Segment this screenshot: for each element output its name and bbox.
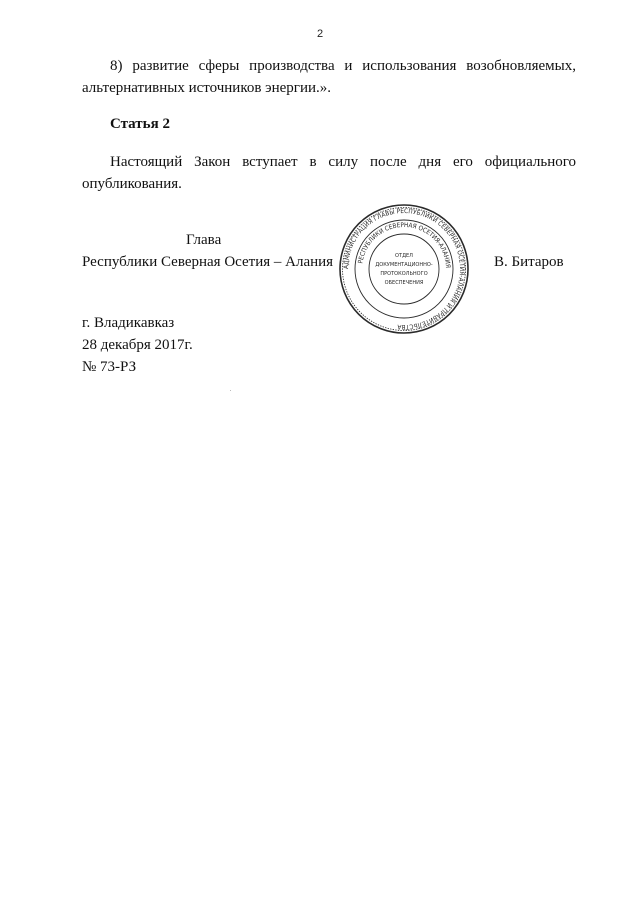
seal-center-line-1: ОТДЕЛ [395, 253, 413, 259]
signatory-position: Республики Северная Осетия – Алания [82, 254, 334, 270]
signatory-title: Глава [186, 232, 222, 248]
seal-inner-text: РЕСПУБЛИКИ СЕВЕРНАЯ ОСЕТИЯ-АЛАНИЯ [356, 220, 453, 269]
seal-center-line-3: ПРОТОКОЛЬНОГО [380, 271, 428, 277]
signing-date: 28 декабря 2017г. [82, 337, 193, 353]
article-title: Статья 2 [110, 116, 170, 132]
article-paragraph [82, 151, 576, 195]
seal-center-line-4: ОБЕСПЕЧЕНИЯ [384, 280, 424, 286]
seal-outer-text: АДМИНИСТРАЦИЯ ГЛАВЫ РЕСПУБЛИКИ СЕВЕРНАЯ ОСЕТИЯ-АЛАНИЯ И ПРАВИТЕЛЬСТВА [341, 206, 467, 332]
official-seal [338, 203, 470, 335]
seal-inner-ring [369, 234, 439, 304]
seal-center-line-2: ДОКУМЕНТАЦИОННО- [375, 262, 433, 268]
seal-graphic [338, 203, 470, 335]
seal-outer-ring [340, 205, 468, 333]
law-number: № 73-РЗ [82, 359, 137, 375]
article-second-line: опубликования. [82, 176, 182, 192]
signatory-name: В. Битаров [494, 254, 564, 270]
signing-place: г. Владикавказ [82, 315, 175, 331]
item-8-first-line: 8) развитие сферы производства и использования возобновляемых, [110, 58, 576, 74]
scan-speck [230, 390, 231, 391]
seal-middle-ring [355, 220, 453, 318]
item-8-paragraph [82, 55, 576, 99]
article-first-line: Настоящий Закон вступает в силу после дня его официального [110, 154, 576, 170]
item-8-second-line: альтернативных источников энергии.». [82, 80, 332, 96]
page-number: 2 [316, 28, 324, 40]
